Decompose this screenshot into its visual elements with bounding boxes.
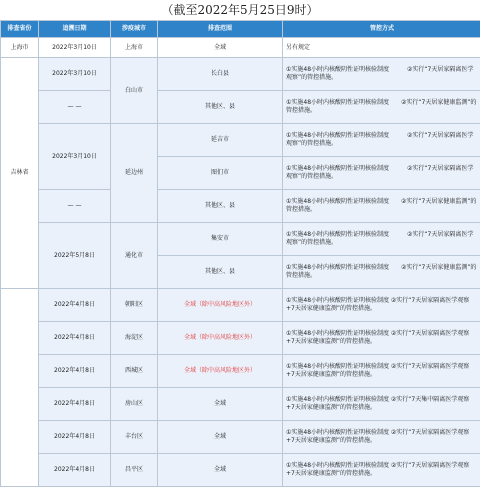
city-cell: 昌平区 [111,454,158,487]
scope-cell: 全域 [158,38,283,58]
scope-cell: 全域（除中高风险地区外） [158,322,283,355]
date-cell: 2022年4月8日 [39,454,111,487]
measure-cell: ①实施48小时内核酸阴性证明核验制度 ②实行“7天居家隔离医学观察+7天居家健康监测”的管控措施。 [283,322,480,355]
measure-cell: ①实施48小时内核酸阴性证明核验制度 ②实行“7天居家隔离医学观察”的管控措施。 [283,223,480,256]
scope-cell: 其他区、县 [158,190,283,223]
city-cell: 白山市 [111,58,158,124]
scope-cell: 全域 [158,421,283,454]
header-scope: 排查范围 [158,21,283,38]
date-cell: — — [39,190,111,223]
header-province: 排查省份 [1,21,39,38]
city-cell: 丰台区 [111,421,158,454]
table-row [1,421,480,454]
date-cell: 2022年4月8日 [39,289,111,322]
table-row [1,289,480,322]
scope-cell: 长白县 [158,58,283,91]
date-cell: 2022年3月10日 [39,124,111,190]
date-cell: — — [39,91,111,124]
measure-cell: ①实施48小时内核酸阴性证明核验制度 ②实行“7天居家隔离医学观察+7天居家健康监测”的管控措施。 [283,454,480,487]
measure-cell: ①实施48小时内核酸阴性证明核验制度 ②实行“7天居家隔离医学观察+7天居家健康监测”的管控措施。 [283,355,480,388]
city-cell: 上海市 [111,38,158,58]
measure-cell: 另有规定 [283,38,480,58]
province-cell: 上海市 [1,38,39,58]
measure-cell: ①实施48小时内核酸阴性证明核验制度 ②实行“7天居家健康监测”的管控措施。 [283,91,480,124]
measure-cell: ①实施48小时内核酸阴性证明核验制度 ②实行“7天居家健康监测”的管控措施。 [283,190,480,223]
table-row [1,58,480,91]
header-city: 涉疫城市 [111,21,158,38]
measure-cell: ①实施48小时内核酸阴性证明核验制度 ②实行“7天居家健康监测”的管控措施。 [283,256,480,289]
table-row [1,322,480,355]
province-cell [1,289,39,487]
city-cell: 通化市 [111,223,158,289]
scope-cell: 其他区、县 [158,256,283,289]
measure-cell: ①实施48小时内核酸阴性证明核验制度 ②实行“7天集中隔离医学观察+7天居家健康监测”的管控措施。 [283,388,480,421]
table-subtitle: （截至2022年5月25日9时） [0,0,480,20]
header-date: 追溯日期 [39,21,111,38]
measure-cell: ①实施48小时内核酸阴性证明核验制度 ②实行“7天居家隔离医学观察”的管控措施。 [283,124,480,157]
province-cell: 吉林省 [1,58,39,289]
measure-cell: ①实施48小时内核酸阴性证明核验制度 ②实行“7天居家隔离医学观察+7天居家健康监测”的管控措施。 [283,421,480,454]
scope-cell: 集安市 [158,223,283,256]
control-measures-table [0,20,480,487]
scope-cell: 全域 [158,454,283,487]
city-cell: 房山区 [111,388,158,421]
scope-cell: 全域（除中高风险地区外） [158,289,283,322]
table-row [1,124,480,157]
date-cell: 2022年3月10日 [39,58,111,91]
city-cell: 海淀区 [111,322,158,355]
table-header-row [1,21,480,38]
date-cell: 2022年5月8日 [39,223,111,289]
scope-cell: 全域 [158,388,283,421]
date-cell: 2022年4月8日 [39,322,111,355]
table-row [1,388,480,421]
measure-cell: ①实施48小时内核酸阴性证明核验制度 ②实行“7天居家隔离医学观察”的管控措施。 [283,157,480,190]
measure-cell: ①实施48小时内核酸阴性证明核验制度 ②实行“7天居家隔离医学观察+7天居家健康监测”的管控措施。 [283,289,480,322]
city-cell: 西城区 [111,355,158,388]
measure-cell: ①实施48小时内核酸阴性证明核验制度 ②实行“7天居家隔离医学观察”的管控措施。 [283,58,480,91]
table-row [1,91,480,124]
table-row [1,223,480,256]
scope-cell: 全域（除中高风险地区外） [158,355,283,388]
date-cell: 2022年3月10日 [39,38,111,58]
header-measure: 管控方式 [283,21,480,38]
date-cell: 2022年4月8日 [39,421,111,454]
scope-cell: 其他区、县 [158,91,283,124]
scope-cell: 延吉市 [158,124,283,157]
table-row [1,190,480,223]
city-cell: 朝阳区 [111,289,158,322]
table-row [1,38,480,58]
city-cell: 延边州 [111,124,158,223]
date-cell: 2022年4月8日 [39,355,111,388]
scope-cell: 图们市 [158,157,283,190]
table-row [1,454,480,487]
date-cell: 2022年4月8日 [39,388,111,421]
table-row [1,355,480,388]
